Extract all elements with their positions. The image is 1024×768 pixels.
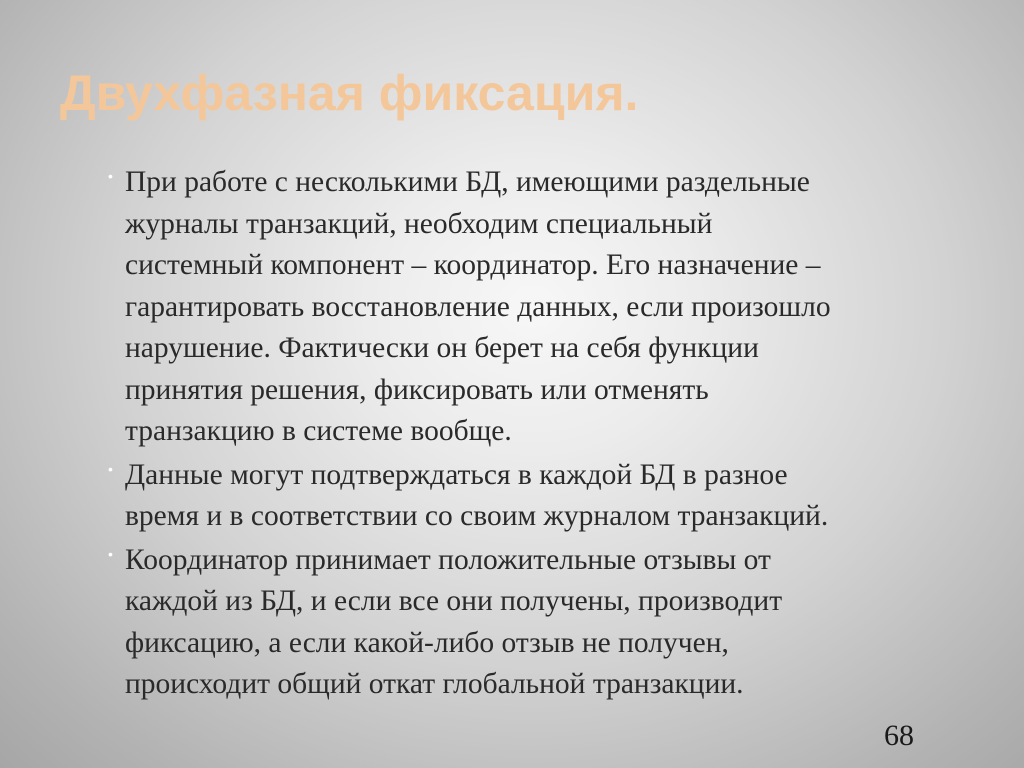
bullet-item-3 (0, 540, 1024, 706)
text-line: время и в соответствии со своим журналом транзакций. (125, 500, 829, 532)
bullet-icon: • (108, 545, 113, 562)
text-line: Данные могут подтверждаться в каждой БД в разное (125, 458, 788, 491)
bullet-text-1 (125, 162, 955, 453)
bullet-item-1 (0, 162, 1024, 453)
text-line: фиксацию, а если какой-либо отзыв не получен, (125, 626, 729, 659)
slide-title: Двухфазная фиксация. (60, 65, 639, 121)
text-line: нарушение. Фактически он берет на себя функции (125, 332, 759, 364)
text-line: транзакцию в системе вообще. (125, 415, 512, 447)
page-number: 68 (884, 719, 914, 752)
text-line: гарантировать восстановление данных, если произошло (125, 290, 831, 323)
text-line: При работе с несколькими БД, имеющими раздельные (125, 166, 810, 198)
text-line: каждой из БД, и если все они получены, производит (125, 585, 783, 617)
bullet-item-2 (0, 455, 1024, 538)
bullet-list (0, 162, 1024, 708)
text-line: принятия решения, фиксировать или отменять (125, 373, 709, 406)
bullet-text-2 (125, 455, 955, 538)
text-line: происходит общий откат глобальной транзакции. (125, 668, 744, 700)
text-line: Координатор принимает положительные отзывы от (125, 543, 771, 576)
text-line: системный компонент – координатор. Его назначение – (125, 249, 821, 281)
text-line: журналы транзакций, необходим специальный (125, 207, 713, 240)
bullet-icon: • (108, 168, 113, 184)
bullet-text-3 (125, 540, 955, 706)
bullet-icon: • (108, 460, 113, 477)
